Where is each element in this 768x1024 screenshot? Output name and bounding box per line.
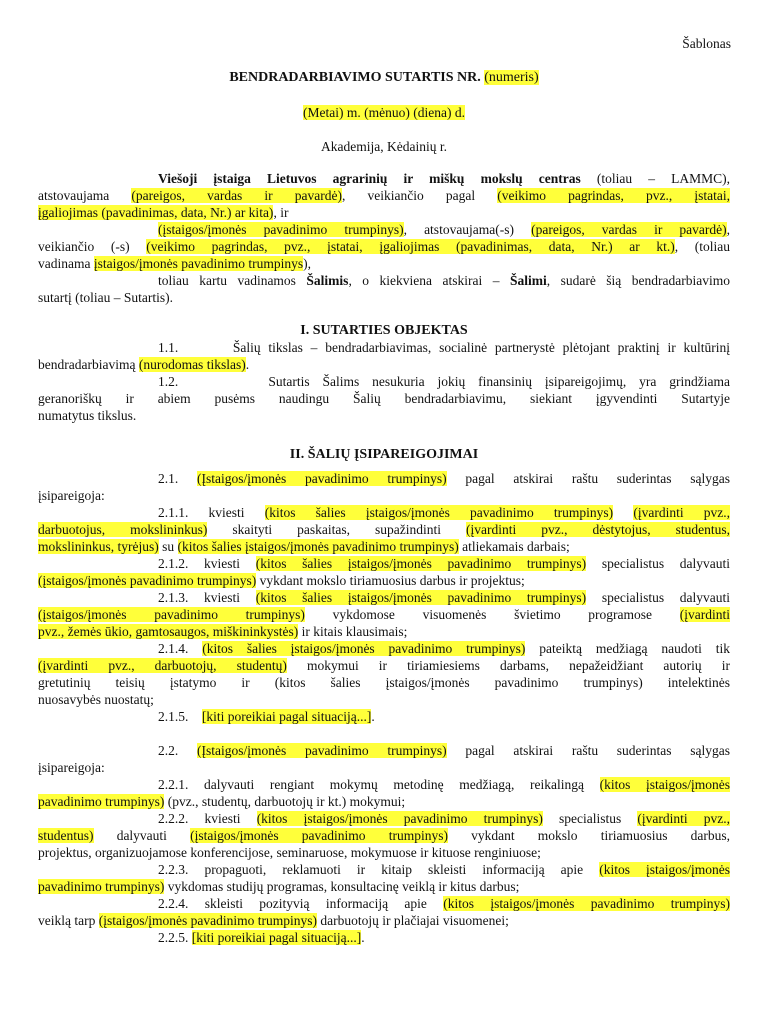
clause-line: 2.2.2. kviesti (kitos įstaigos/įmonės pavadinimo trumpinys) specialistus (įvardinti pvz., [158, 811, 731, 826]
clause-line: įsipareigoja: [38, 760, 105, 775]
clause-line: pvz., žemės ūkio, gamtosaugos, miškininkystės) ir kitais klausimais; [38, 624, 408, 639]
clause-line: 2.2.4. skleisti pozityvią informaciją apie (kitos įstaigos/įmonės pavadinimo trumpinys) [158, 896, 731, 911]
clause-line: 2.2.5. [kiti poreikiai pagal situaciją...]. [158, 930, 365, 945]
contract-number-placeholder: (numeris) [484, 70, 539, 85]
clause-line: (įstaigos/įmonės pavadinimo trumpinys) vykdant mokslo tiriamuosius darbus ir projektus; [38, 573, 525, 588]
contract-date-placeholder: (Metai) m. (mėnuo) (diena) d. [303, 105, 465, 120]
clause-line: 1.2. Sutartis Šalims nesukuria jokių finansinių įsipareigojimų, yra grindžiama [158, 374, 730, 389]
clause-line: geranoriškų ir abiem pusėms naudingu Šalių bendradarbiavimu, siekiant įgyvendinti Sutartyje [38, 391, 730, 406]
template-label [682, 35, 731, 52]
clause-line: 2.2. (Įstaigos/įmonės pavadinimo trumpinys) pagal atskirai raštu suderintas sąlygas [158, 743, 731, 758]
preamble-line: vadinama įstaigos/įmonės pavadinimo trumpinys), [38, 256, 311, 271]
clause-line: veiklą tarp (įstaigos/įmonės pavadinimo trumpinys) darbuotojų ir plačiajai visuomenei; [38, 913, 509, 928]
preamble-line: veikiančio (-s) (veikimo pagrindas, pvz., įstatai, įgaliojimas (pavadinimas, data, Nr.) ar kt.), (toliau [38, 239, 731, 254]
clause-line: 2.1.1. kviesti (kitos šalies įstaigos/įmonės pavadinimo trumpinys) (įvardinti pvz., [158, 505, 731, 520]
clause-line: mokslininkus, tyrėjus) su (kitos šalies įstaigos/įmonės pavadinimo trumpinys) atliekamais darbais; [38, 539, 570, 554]
clause-line: numatytus tikslus. [38, 408, 137, 423]
section-heading: I. SUTARTIES OBJEKTAS [300, 323, 468, 338]
contract-date [0, 104, 768, 121]
preamble-line: Viešoji įstaiga Lietuvos agrarinių ir miškų mokslų centras (toliau – LAMMC), [158, 171, 730, 186]
contract-title [0, 69, 768, 86]
clause-line: studentus) dalyvauti (įstaigos/įmonės pavadinimo trumpinys) vykdant mokslo tiriamuosius darbus, [38, 828, 731, 843]
contract-place-text: Akademija, Kėdainių r. [321, 139, 447, 154]
clause-line: pavadinimo trumpinys) (pvz., studentų, darbuotojų ir kt.) mokymui; [38, 794, 406, 809]
contract-place [0, 138, 768, 155]
clause-line: 2.2.1. dalyvauti rengiant mokymų metodinę medžiagą, reikalingą (kitos įstaigos/įmonės [158, 777, 730, 792]
clause-line: nuosavybės nuostatų; [38, 692, 154, 707]
clause-line: 2.2.3. propaguoti, reklamuoti ir kitaip skleisti informaciją apie (kitos įstaigos/įmonės [158, 862, 731, 877]
preamble-line: (įstaigos/įmonės pavadinimo trumpinys), atstovaujama(-s) (pareigos, vardas ir pavardė), [158, 222, 731, 237]
clause-line: projektus, organizuojamose konferencijose, seminaruose, mokymuose ir kituose renginiuose; [38, 845, 541, 860]
section-heading: II. ŠALIŲ ĮSIPAREIGOJIMAI [289, 447, 479, 462]
preamble-line: atstovaujama (pareigos, vardas ir pavardė), veikiančio pagal (veikimo pagrindas, pvz., įstatai, [38, 188, 731, 203]
clause-line: 2.1. (Įstaigos/įmonės pavadinimo trumpinys) pagal atskirai raštu suderintas sąlygas [158, 471, 731, 486]
clause-line: darbuotojus, mokslininkus) skaityti paskaitas, supažindinti (įvardinti pvz., dėstytojus, studentus, [38, 522, 731, 537]
clause-line: (įstaigos/įmonės pavadinimo trumpinys) vykdomose visuomenės švietimo programose (įvardinti [38, 607, 731, 622]
preamble-line: sutartį (toliau – Sutartis). [38, 290, 173, 305]
clause-line: 2.1.3. kviesti (kitos šalies įstaigos/įmonės pavadinimo trumpinys) specialistus dalyvauti [158, 590, 731, 605]
preamble-line: toliau kartu vadinamos Šalimis, o kiekviena atskirai – Šalimi, sudarė šią bendradarbiavimo [158, 273, 730, 288]
clause-line: 2.1.5. [kiti poreikiai pagal situaciją...]. [158, 709, 375, 724]
clause-line: 2.1.4. (kitos šalies įstaigos/įmonės pavadinimo trumpinys) pateiktą medžiagą naudoti tik [158, 641, 731, 656]
clause-line: įsipareigoja: [38, 488, 105, 503]
clause-line: 2.1.2. kviesti (kitos šalies įstaigos/įmonės pavadinimo trumpinys) specialistus dalyvauti [158, 556, 731, 571]
contract-title-text: BENDRADARBIAVIMO SUTARTIS NR. [229, 70, 481, 85]
clause-line: 1.1. Šalių tikslas – bendradarbiavimas, socialinė partnerystė plėtojant praktinį ir kultūrinį [158, 340, 731, 355]
clause-line: pavadinimo trumpinys) vykdomas studijų programas, konsultacinę veiklą ir kitus darbus; [38, 879, 520, 894]
clause-line: (įvardinti pvz., darbuotojų, studentų) mokymui ir tiriamiesiems darbams, nepažeidžiant autorių ir [38, 658, 731, 673]
template-label-text: Šablonas [682, 36, 731, 51]
clause-line: gretutinių teisių įstatymo ir (kitos šalies įstaigos/įmonės pavadinimo trumpinys) intelektinės [38, 675, 730, 690]
preamble-line: įgaliojimas (pavadinimas, data, Nr.) ar kita), ir [38, 205, 289, 220]
clause-line: bendradarbiavimą (nurodomas tikslas). [38, 357, 250, 372]
